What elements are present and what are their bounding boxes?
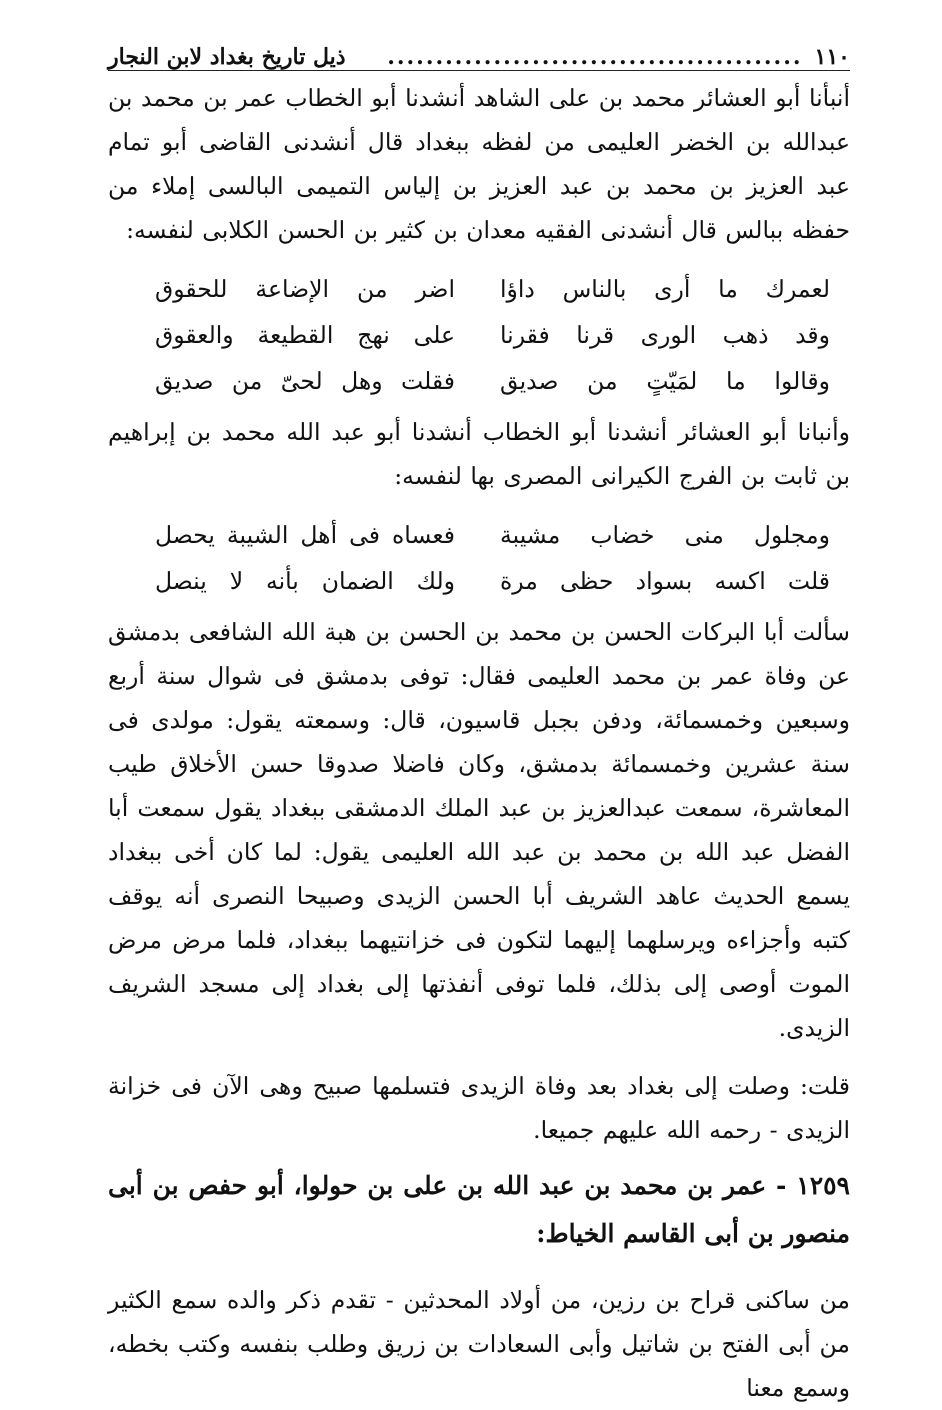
running-header bbox=[108, 30, 850, 71]
verse-first-hemistich: لعمرك ما أرى بالناس داؤا bbox=[500, 275, 830, 303]
poem-2 bbox=[108, 512, 850, 604]
verse-second-hemistich: فعساه فى أهل الشيبة يحصل bbox=[155, 521, 455, 549]
verse-line bbox=[108, 512, 850, 558]
entry-dash: - bbox=[776, 1171, 787, 1200]
verse-line bbox=[108, 266, 850, 312]
page-number: ١١٠ bbox=[814, 44, 850, 70]
poem-1 bbox=[108, 266, 850, 404]
paragraph-biography: من ساكنى قراح بن رزين، من أولاد المحدثين - تقدم ذكر والده سمع الكثير من أبى الفتح بن شاتيل وأبى السعادات بن زريق وطلب بنفسه وكتب بخطه، وسمع معنا bbox=[108, 1286, 850, 1402]
book-title: ذيل تاريخ بغداد لابن النجار bbox=[108, 44, 346, 70]
entry-title: عمر بن محمد بن عبد الله بن على بن حولوا، أبو حفص بن أبى منصور بن أبى القاسم الخياط: bbox=[108, 1171, 850, 1248]
verse-line bbox=[108, 312, 850, 358]
verse-first-hemistich: وقد ذهب الورى قرنا فقرنا bbox=[500, 321, 830, 349]
verse-second-hemistich: اضر من الإضاعة للحقوق bbox=[155, 275, 455, 303]
verse-second-hemistich: على نهج القطيعة والعقوق bbox=[155, 321, 455, 349]
verse-first-hemistich: قلت اكسه بسواد حظى مرة bbox=[500, 567, 830, 595]
verse-line bbox=[108, 558, 850, 604]
entry-number: ١٢٥٩ bbox=[796, 1171, 850, 1200]
verse-second-hemistich: فقلت وهل لحىّ من صديق bbox=[155, 367, 455, 395]
paragraph-author-note: قلت: وصلت إلى بغداد بعد وفاة الزيدى فتسلمها صبيح وهى الآن فى خزانة الزيدى - رحمه الله عليهم جميعا. bbox=[108, 1072, 850, 1144]
paragraph-death-report: سألت أبا البركات الحسن بن محمد بن الحسن بن هبة الله الشافعى بدمشق عن وفاة عمر بن محمد العليمى فقال: توفى بدمشق فى شوال سنة أربع وسبعين وخمسمائة، ودفن بجبل قاسيون، قال: وسمعته يقول: مولدى فى سنة عشرين وخمسمائة بدمشق، وكان فاضلا صدوقا حسن الأخلاق طيب المعاشرة، سمعت عبدالعزيز بن عبد الملك الدمشقى ببغداد يقول سمعت أبا الفضل عبد الله بن محمد بن عبد الله العليمى يقول: لما كان أخى ببغداد يسمع الحديث عاهد الشريف أبا الحسن الزيدى وصبيحا النصرى أنه يوقف كتبه وأجزاءه ويرسلهما إليهما لتكون فى خزانتيهما ببغداد، فلما مرض مرض الموت أوصى إلى بذلك، فلما توفى أنفذتها إلى بغداد إلى مسجد الشريف الزيدى. bbox=[108, 618, 850, 1042]
header-dots: ........................................... bbox=[387, 44, 803, 70]
verse-line bbox=[108, 358, 850, 404]
biography-entry-heading bbox=[108, 1162, 850, 1258]
paragraph-isnad-2: وأنبانا أبو العشائر أنشدنا أبو الخطاب أنشدنا أبو عبد الله محمد بن إبراهيم بن ثابت بن الفرج الكيرانى المصرى بها لنفسه: bbox=[108, 418, 850, 490]
paragraph-isnad-1: أنبأنا أبو العشائر محمد بن على الشاهد أنشدنا أبو الخطاب عمر بن محمد بن عبدالله بن الخضر العليمى من لفظه ببغداد قال أنشدنى القاضى أبو تمام عبد العزيز بن محمد بن عبد العزيز بن إلياس التميمى البالسى إملاء من حفظه ببالس قال أنشدنى الفقيه معدان بن كثير بن الحسن الكلابى لنفسه: bbox=[108, 84, 850, 244]
verse-first-hemistich: وقالوا ما لمَيّتٍ من صديق bbox=[500, 367, 830, 395]
page-body bbox=[108, 76, 850, 1410]
verse-second-hemistich: ولك الضمان بأنه لا ينصل bbox=[155, 567, 455, 595]
verse-first-hemistich: ومجلول منى خضاب مشيبة bbox=[500, 521, 830, 549]
